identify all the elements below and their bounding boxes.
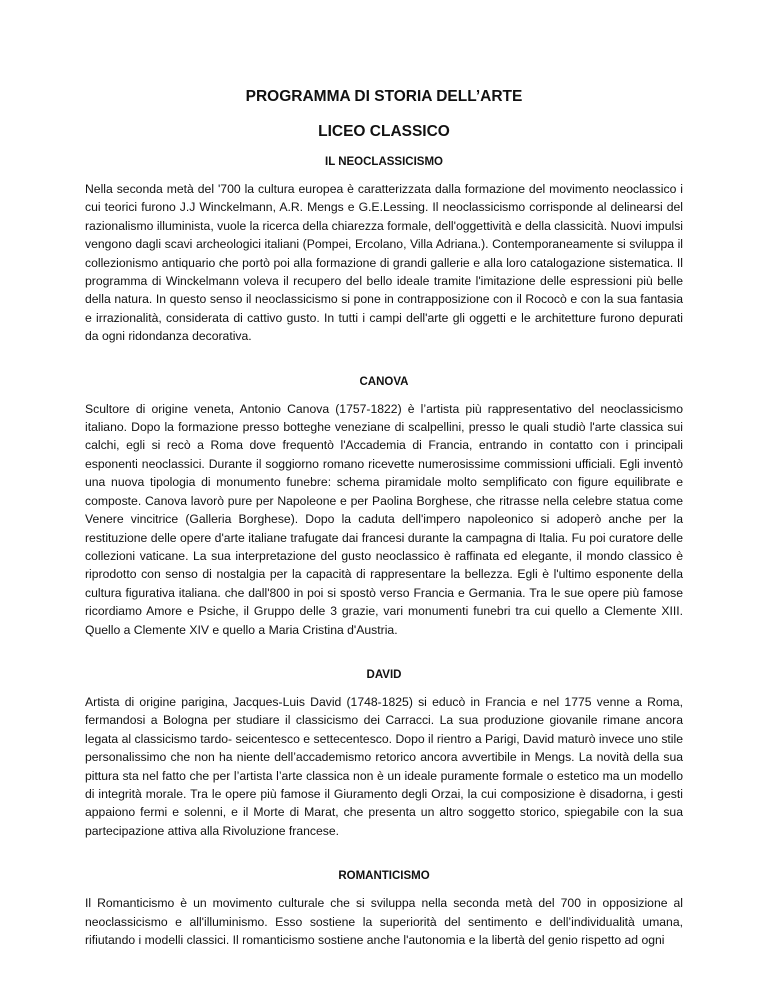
section-heading: IL NEOCLASSICISMO	[325, 156, 443, 168]
section-paragraph: Scultore di origine veneta, Antonio Canova (1757-1822) è l’artista più rappresentativo del neoclassicismo italiano. Dopo la formazione presso botteghe veneziane di scalpellini, presso le quali studiò l'arte classica sui calchi, egli si recò a Roma dove frequentò l'Accademia di Francia, entrando in contatto con i principali esponenti neoclassici. Durante il soggiorno romano ricevette numerosissime commissioni ufficiali. Egli inventò una nuova tipologia di monumento funebre: schema piramidale molto semplificato con figure equilibrate e composte. Canova lavorò pure per Napoleone e per Paolina Borghese, che ritrasse nella celebre statua come Venere vincitrice (Galleria Borghese). Dopo la caduta dell'impero napoleonico si adoperò anche per la restituzione delle opere d'arte italiane trafugate dai francesi durante la campagna di Italia. Fu poi curatore delle collezioni vaticane. La sua interpretazione del gusto neoclassico è raffinata ed elegante, il mondo classico è riprodotto con senso di nostalgia per la capacità di rappresentare la bellezza. Egli è l'ultimo esponente della cultura figurativa italiana. che dall'800 in poi si spostò verso Francia e Germania. Tra le sue opere più famose ricordiamo Amore e Psiche, il Gruppo delle 3 grazie, vari monumenti funebri tra cui quello a Clemente XIII. Quello a Clemente XIV e quello a Maria Cristina d'Austria.	[85, 401, 683, 637]
section-heading: CANOVA	[359, 375, 409, 388]
section-david	[85, 668, 683, 840]
document-subtitle: LICEO CLASSICO	[318, 123, 450, 140]
section-romanticismo	[85, 869, 683, 949]
section-paragraph: Artista di origine parigina, Jacques-Luis David (1748-1825) si educò in Francia e nel 1775 venne a Roma, fermandosi a Bologna per studiare il classicismo dei Carracci. La sua produzione giovanile rimane ancora legata al classicismo tardo- seicentesco e settecentesco. Dopo il rientro a Parigi, David maturò invece uno stile personalissimo che non ha niente dell’accademismo retorico ancora avvertibile in Mengs. La novità della sua pittura sta nel fatto che per l’artista l’arte classica non è un ideale puramente formale o estetico ma un modello di integrità morale. Tra le opere più famose il Giuramento degli Orzai, la cui composizione è disadorna, i gesti appaiono fermi e solenni, e il Morte di Marat, che presenta un altro soggetto storico, spiegabile con la sua partecipazione attiva alla Rivoluzione francese.	[85, 694, 683, 838]
section-canova	[85, 375, 683, 639]
section-neoclassicismo	[85, 155, 683, 346]
section-heading: ROMANTICISMO	[338, 870, 430, 883]
document-title: PROGRAMMA DI STORIA DELL’ARTE	[245, 88, 523, 105]
section-paragraph: Il Romanticismo è un movimento culturale che si sviluppa nella seconda metà del 700 in opposizione al neoclassicismo e all'illuminismo. Esso sostiene la superiorità del sentimento e dell’individualità umana, rifiutando i modelli classici. Il romanticismo sostiene anche l'autonomia e la libertà del genio rispetto ad ogni	[85, 896, 683, 947]
section-paragraph: Nella seconda metà del '700 la cultura europea è caratterizzata dalla formazione del movimento neoclassico i cui teorici furono J.J Winckelmann, A.R. Mengs e G.E.Lessing. Il neoclassicismo corrisponde al delinearsi del razionalismo illuminista, vuole la ricerca della chiarezza formale, dell'oggettività e della classicità. Nuovi impulsi vengono dagli scavi archeologici italiani (Pompei, Ercolano, Villa Adriana.). Contemporaneamente si sviluppa il collezionismo antiquario che portò poi alla formazione di grandi gallerie e alla loro catalogazione sistematica. Il programma di Winckelmann voleva il recupero del bello ideale tramite l'imitazione delle espressioni più belle della natura. In questo senso il neoclassicismo si pone in contrapposizione con il Rococò e con la sua fantasia e irrazionalità, considerata di cattivo gusto. In tutti i campi dell'arte gli oggetti e le architetture furono depurati da ogni ridondanza decorativa.	[85, 182, 683, 344]
section-heading: DAVID	[366, 668, 402, 681]
